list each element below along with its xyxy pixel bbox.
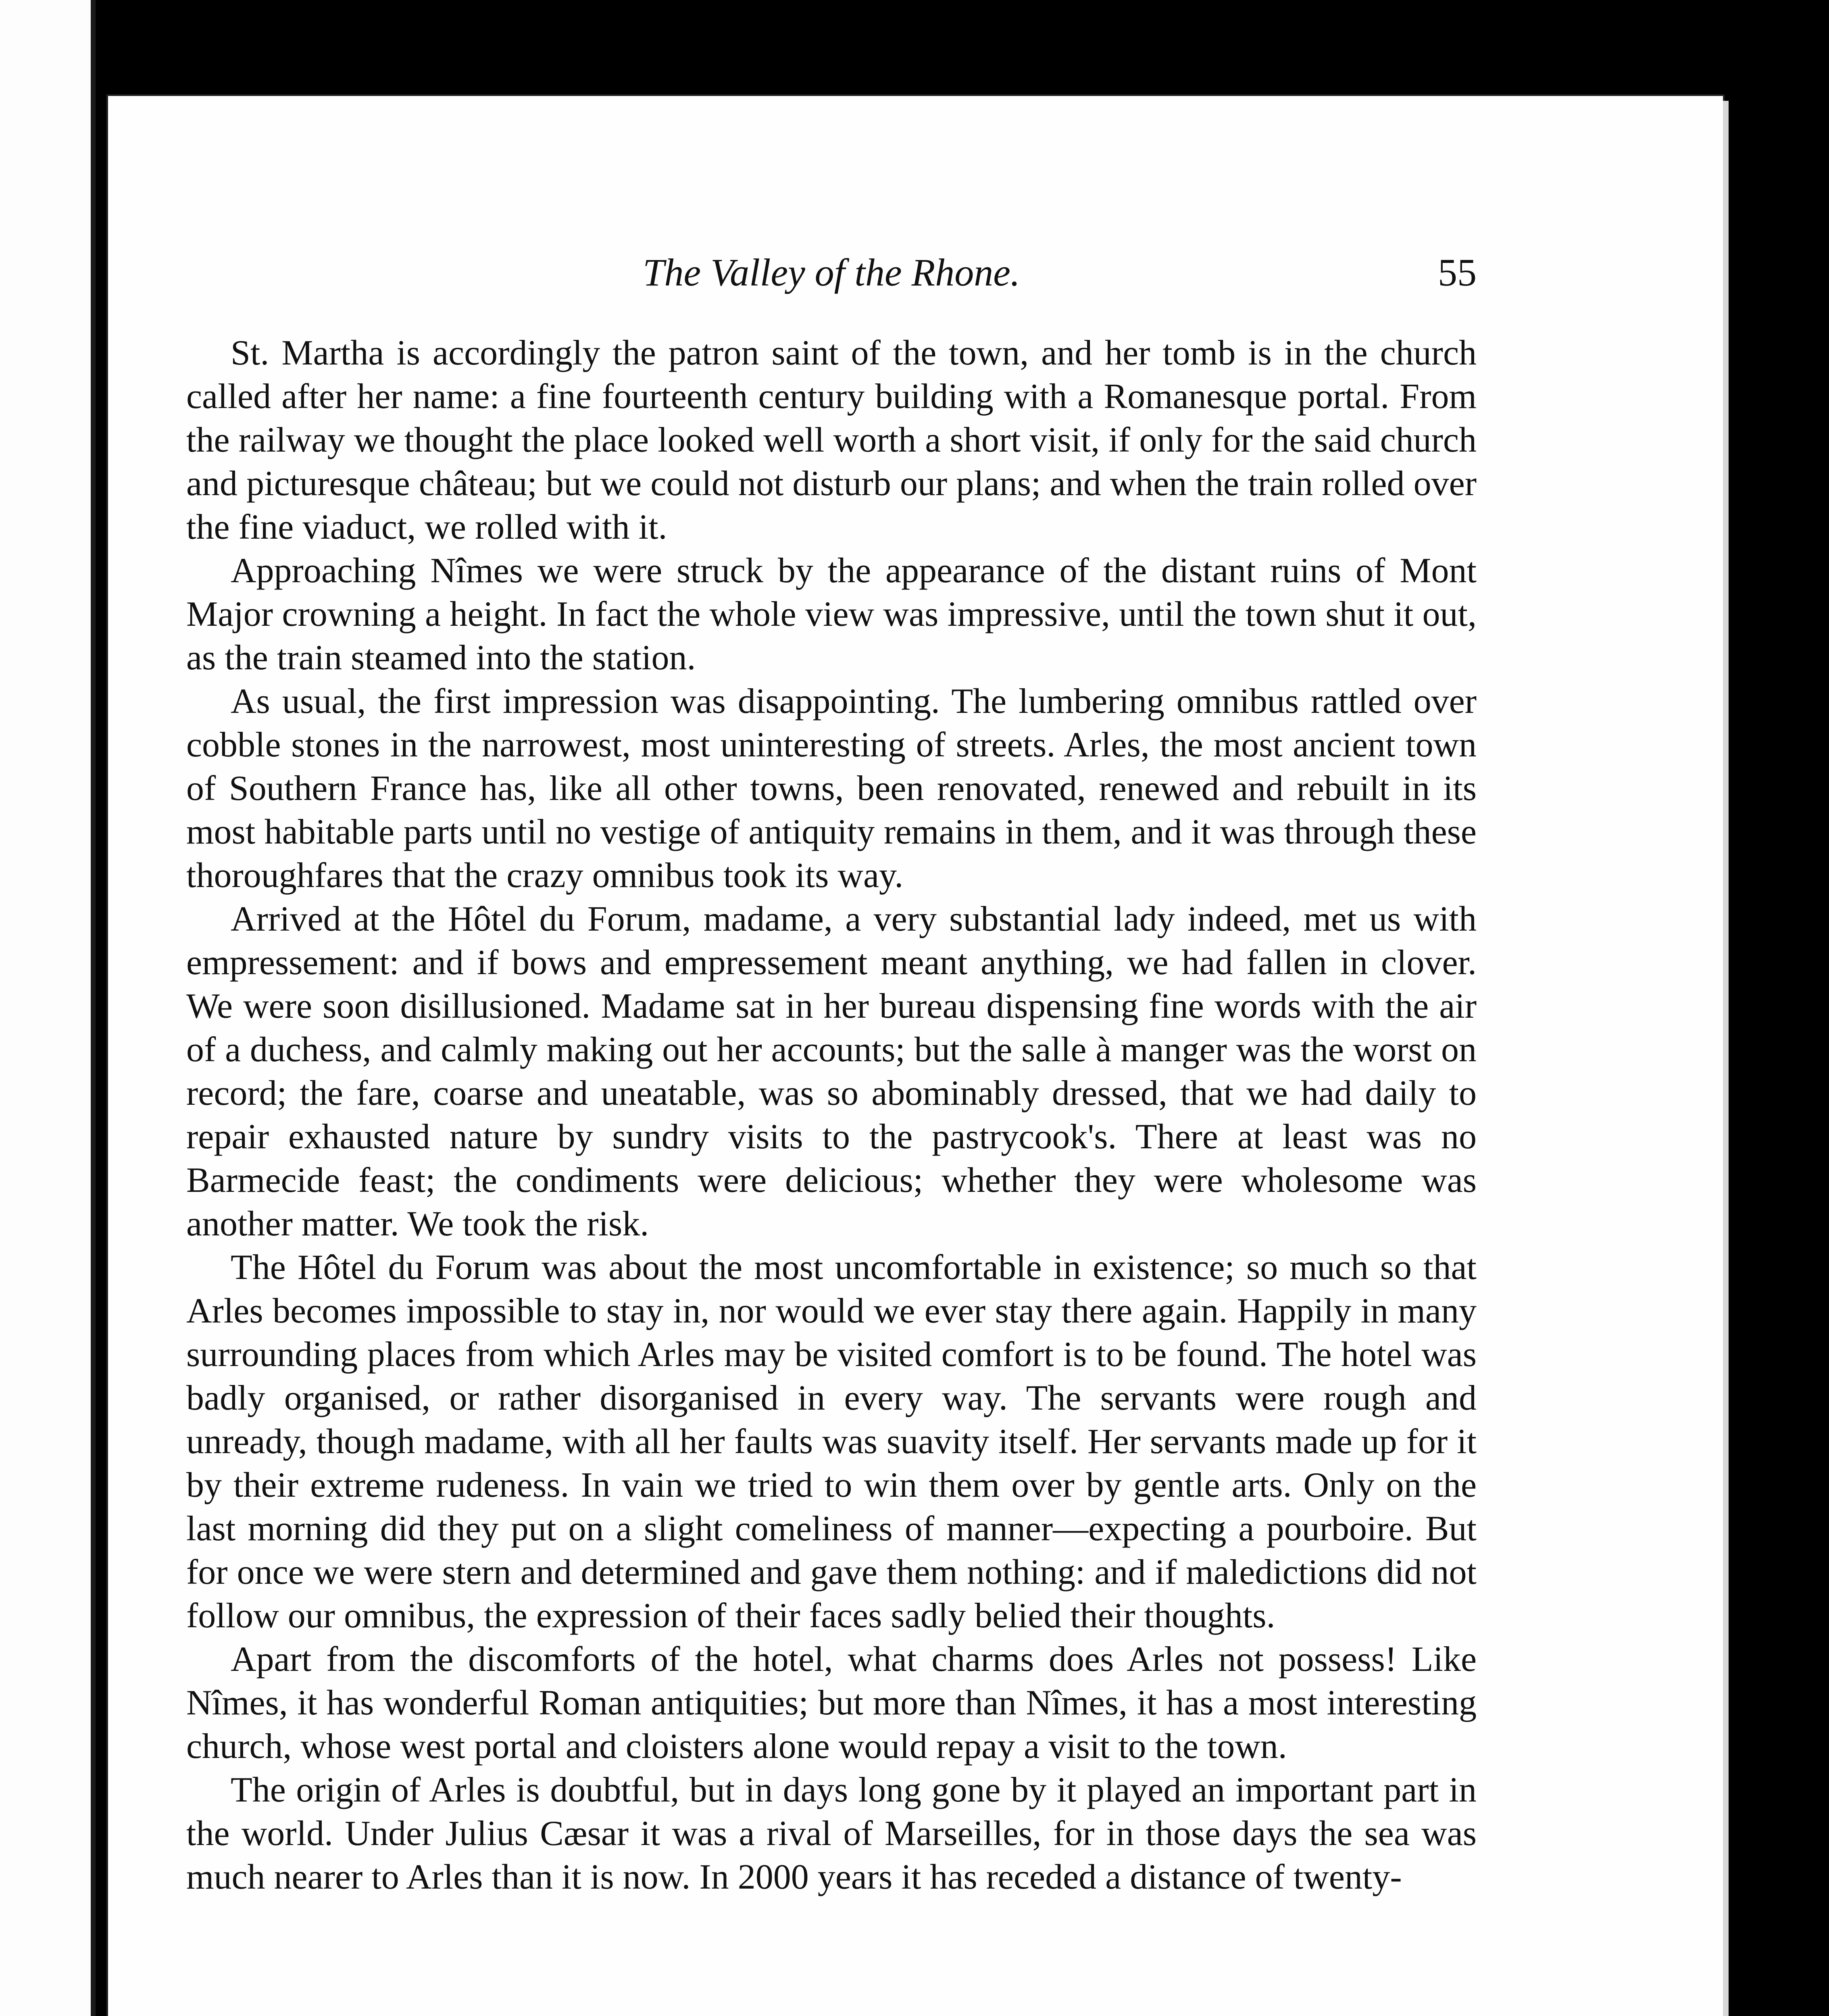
paragraph: St. Martha is accordingly the patron saint of the town, and her tomb is in the church called after her name: a fine fourteenth century building with a Romanesque portal. From the railway we thought the place looked well worth a short visit, if only for the said church and picturesque château; but we could not disturb our plans; and when the train rolled over the fine viaduct, we rolled with it.: [186, 333, 1477, 547]
paragraph: Arrived at the Hôtel du Forum, madame, a very substantial lady indeed, met us with empressement: and if bows and empressement meant anything, we had fallen in clover. We were soon disillusioned. Madame sat in her bureau dispensing fine words with the air of a duchess, and calmly making out her accounts; but the salle à manger was the worst on record; the fare, coarse and uneatable, was so abominably dressed, that we had daily to repair exhausted nature by sundry visits to the pastrycook's. There at least was no Barmecide feast; the condiments were delicious; whether they were wholesome was another matter. We took the risk.: [186, 900, 1477, 1243]
paragraph: Approaching Nîmes we were struck by the appearance of the distant ruins of Mont Major crowning a height. In fact the whole view was impressive, until the town shut it out, as the train steamed into the station.: [186, 551, 1477, 677]
body-text: [186, 331, 1477, 1899]
paragraph: Apart from the discomforts of the hotel, what charms does Arles not possess! Like Nîmes, it has wonderful Roman antiquities; but more than Nîmes, it has a most interesting church, whose west portal and cloisters alone would repay a visit to the town.: [186, 1640, 1477, 1766]
page-edge-shadow: [1723, 101, 1729, 2016]
running-title: The Valley of the Rhone.: [643, 251, 1020, 294]
previous-page-edge: [0, 0, 96, 2016]
page-number: 55: [1438, 251, 1477, 294]
paragraph: The origin of Arles is doubtful, but in days long gone by it played an important part in the world. Under Julius Cæsar it was a rival of Marseilles, for in those days the sea was much nearer to Arles than it is now. In 2000 years it has receded a distance of twenty-: [186, 1770, 1477, 1897]
running-head: [186, 250, 1477, 314]
paragraph: As usual, the first impression was disappointing. The lumbering omnibus rattled over cobble stones in the narrowest, most uninteresting of streets. Arles, the most ancient town of Southern France has, like all other towns, been renovated, renewed and rebuilt in its most habitable parts until no vestige of antiquity remains in them, and it was through these thoroughfares that the crazy omnibus took its way.: [186, 682, 1477, 895]
paragraph: The Hôtel du Forum was about the most uncomfortable in existence; so much so that Arles becomes impossible to stay in, nor would we ever stay there again. Happily in many surrounding places from which Arles may be visited comfort is to be found. The hotel was badly organised, or rather disorganised in every way. The servants were rough and unready, though madame, with all her faults was suavity itself. Her servants made up for it by their extreme rudeness. In vain we tried to win them over by gentle arts. Only on the last morning did they put on a slight comeliness of manner—expecting a pourboire. But for once we were stern and determined and gave them nothing: and if maledictions did not follow our omnibus, the expression of their faces sadly belied their thoughts.: [186, 1248, 1477, 1635]
